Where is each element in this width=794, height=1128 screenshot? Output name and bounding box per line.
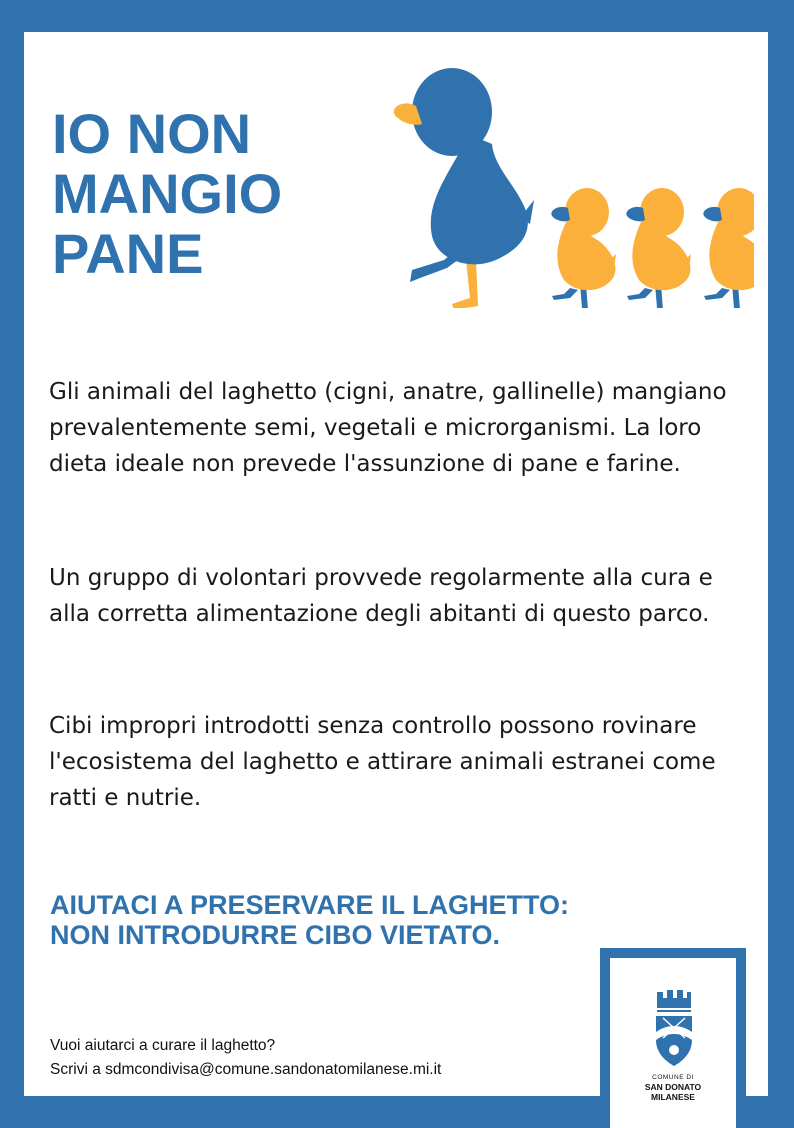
logo-text-milanese: MILANESE xyxy=(651,1092,695,1102)
duck-family-icon xyxy=(374,48,754,308)
cta-line-1: AIUTACI A PRESERVARE IL LAGHETTO: xyxy=(50,890,570,920)
title-line-1: IO NON xyxy=(52,102,252,165)
municipal-crest-icon xyxy=(653,988,695,1068)
logo-text-comune: COMUNE DI xyxy=(652,1074,694,1081)
contact-email-line: Scrivi a sdmcondivisa@comune.sandonatomilanese.mi.it xyxy=(50,1061,442,1078)
cta-line-2: NON INTRODURRE CIBO VIETATO. xyxy=(50,920,501,950)
title-line-2: MANGIO xyxy=(52,162,283,225)
contact-info xyxy=(50,1034,441,1082)
title-line-3: PANE xyxy=(52,222,204,285)
duckling-icon xyxy=(703,188,754,308)
contact-question: Vuoi aiutarci a curare il laghetto? xyxy=(50,1037,276,1054)
logo-text-san-donato: SAN DONATO xyxy=(644,1082,702,1092)
poster-sheet xyxy=(24,32,768,1096)
paragraph-diet: Gli animali del laghetto (cigni, anatre, gallinelle) mangiano prevalentemente semi, vegetali e microrganismi. La loro dieta ideale non prevede l'assunzione di pane e farine. xyxy=(49,379,727,477)
duckling-icon xyxy=(626,188,691,308)
paragraph-ecosystem: Cibi impropri introdotti senza controllo possono rovinare l'ecosistema del laghetto e attirare animali estranei come ratti e nutrie. xyxy=(49,713,716,811)
poster-title xyxy=(52,104,282,284)
call-to-action xyxy=(50,890,569,950)
mother-duck-icon xyxy=(394,68,534,308)
municipality-logo-box xyxy=(600,948,746,1128)
duckling-icon xyxy=(551,188,616,308)
municipality-logo xyxy=(610,958,736,1128)
paragraph-volunteers: Un gruppo di volontari provvede regolarmente alla cura e alla corretta alimentazione degli abitanti di questo parco. xyxy=(49,565,713,627)
